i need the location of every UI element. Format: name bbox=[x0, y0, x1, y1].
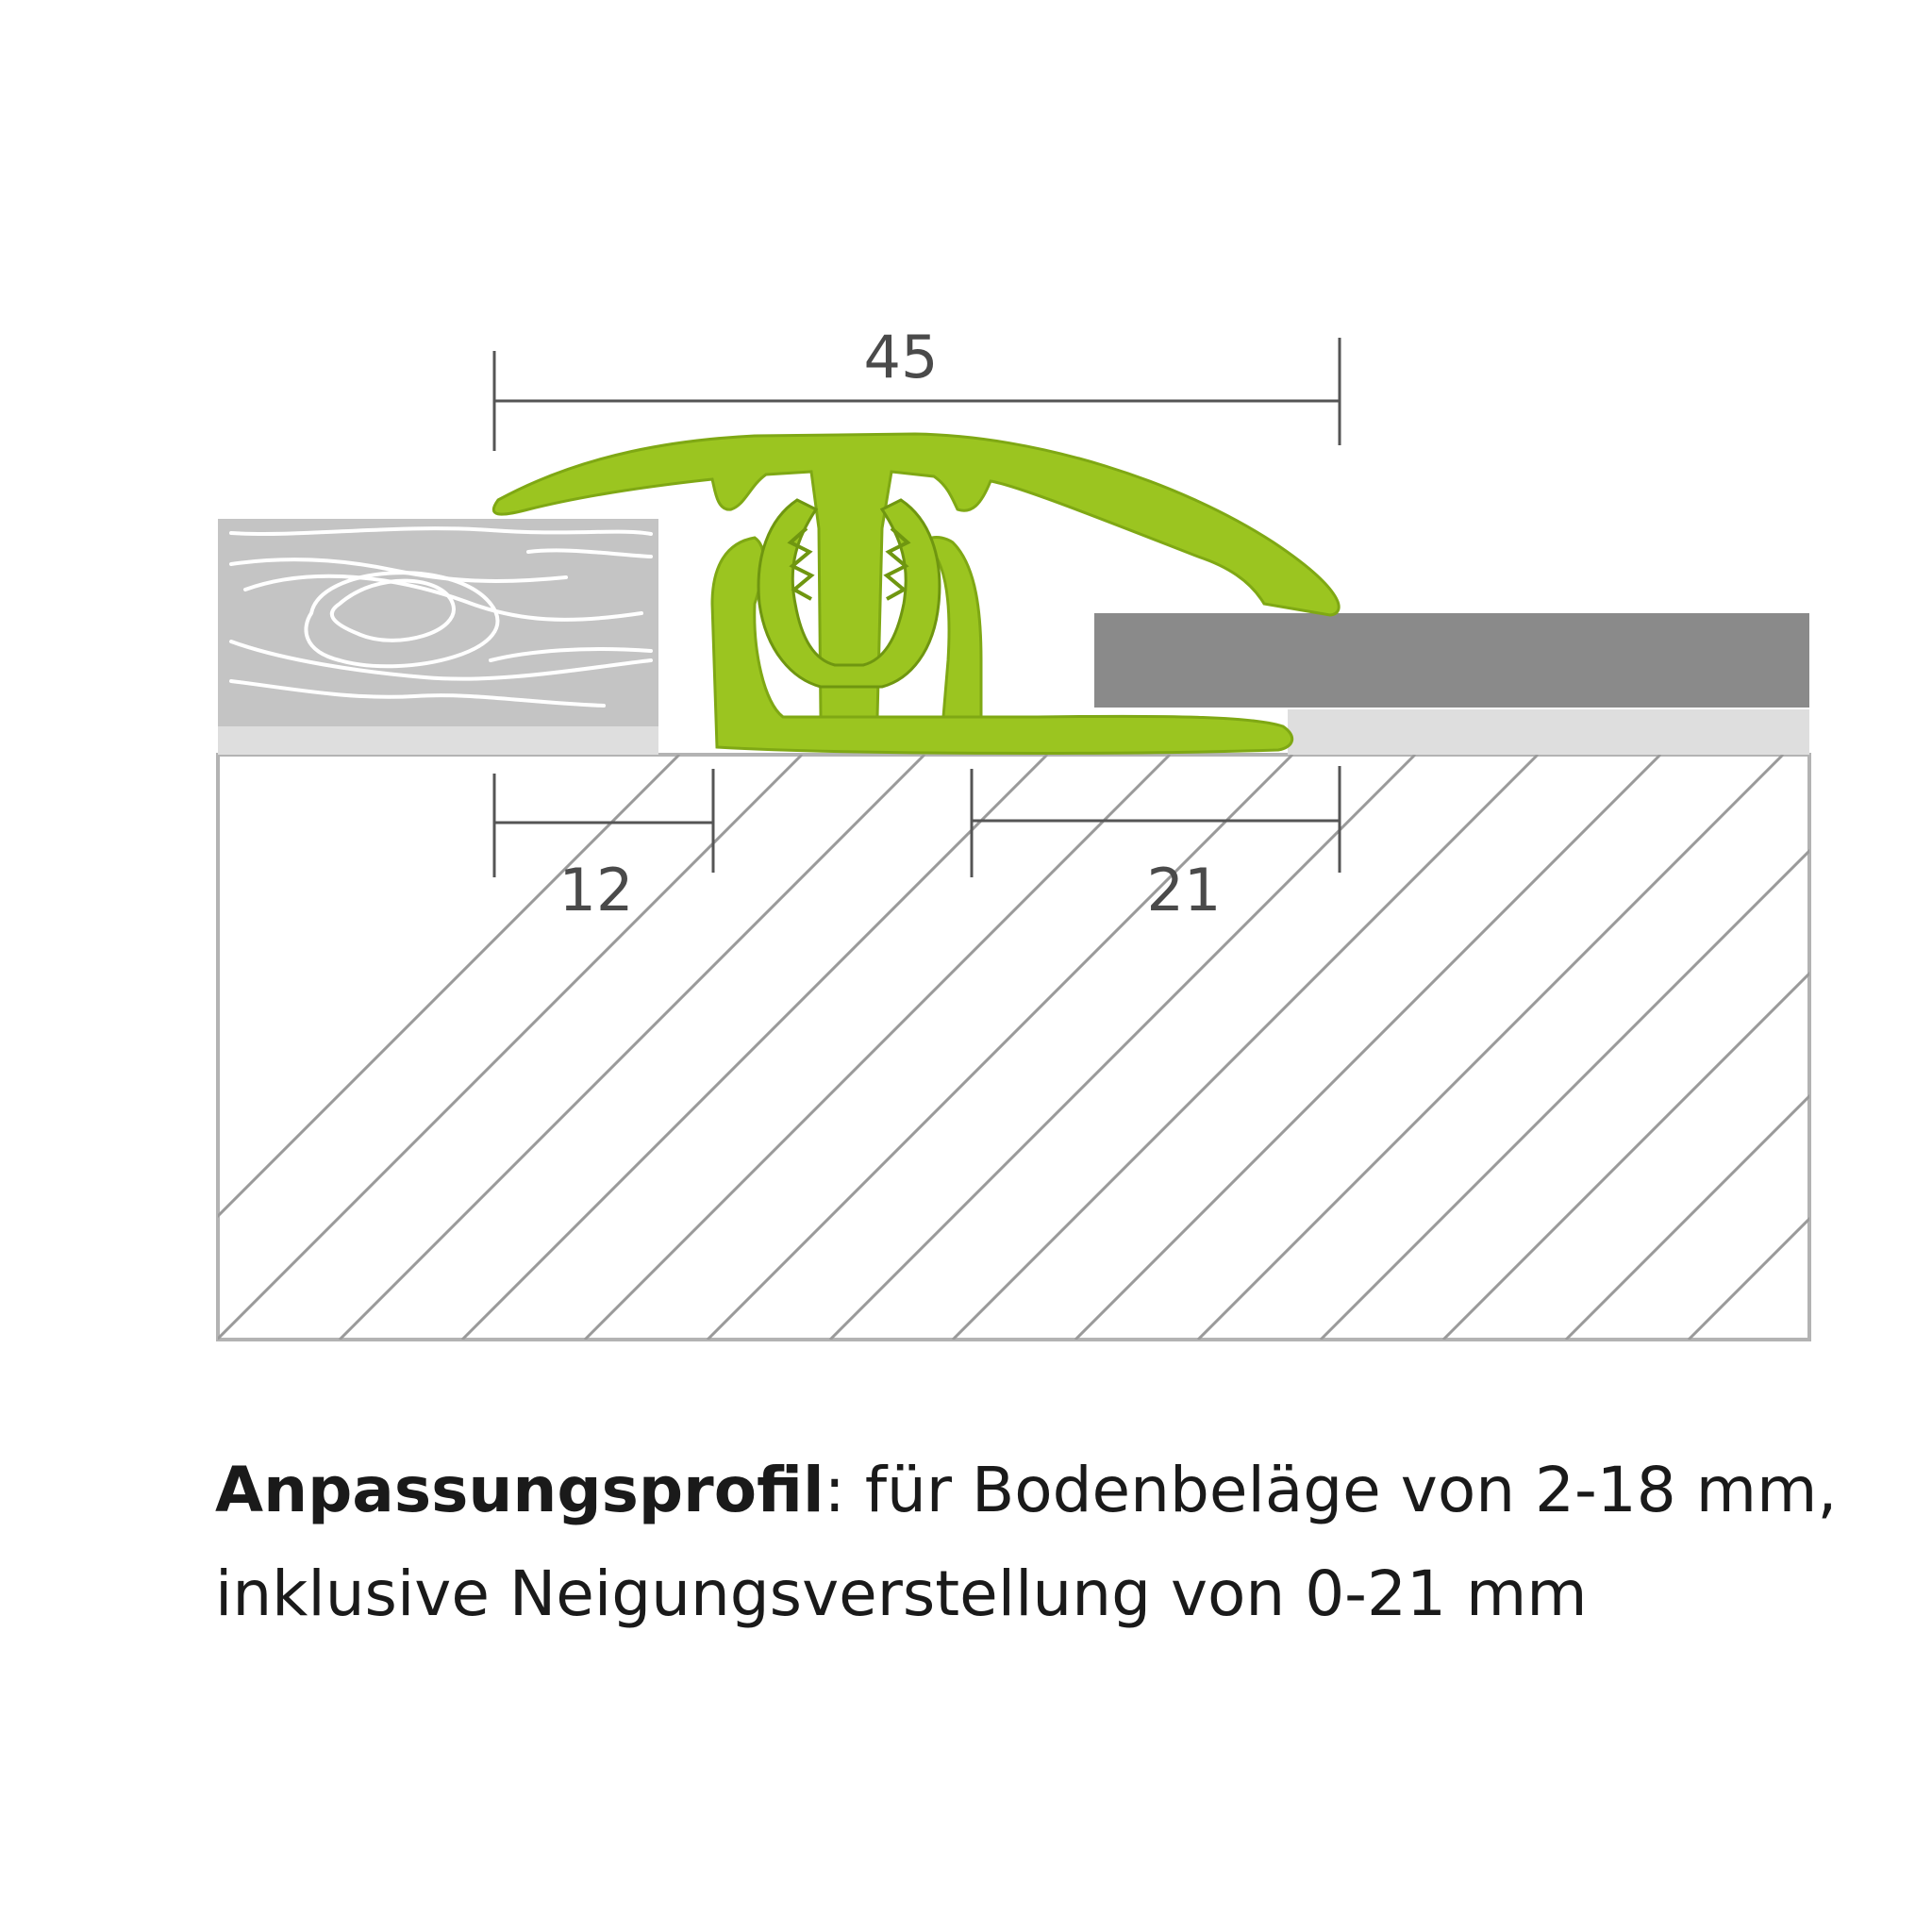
dimension-right-insert-label: 21 bbox=[1146, 856, 1222, 924]
caption-title: Anpassungsprofil bbox=[215, 1454, 824, 1526]
underlay-right bbox=[1288, 709, 1809, 755]
caption-line-1 bbox=[215, 1439, 1913, 1542]
subfloor-slab bbox=[94, 755, 1932, 1340]
wood-floor-panel bbox=[218, 519, 658, 726]
caption bbox=[215, 1439, 1913, 1646]
tile-floor-panel bbox=[1094, 613, 1809, 708]
underlay-left bbox=[218, 726, 658, 755]
dimension-total-label: 45 bbox=[863, 323, 939, 391]
caption-line-2: inklusive Neigungsverstellung von 0-21 mm bbox=[215, 1557, 1588, 1630]
dimension-left-insert-label: 12 bbox=[558, 856, 634, 924]
caption-line-1-rest: : für Bodenbeläge von 2-18 mm, bbox=[824, 1454, 1838, 1526]
